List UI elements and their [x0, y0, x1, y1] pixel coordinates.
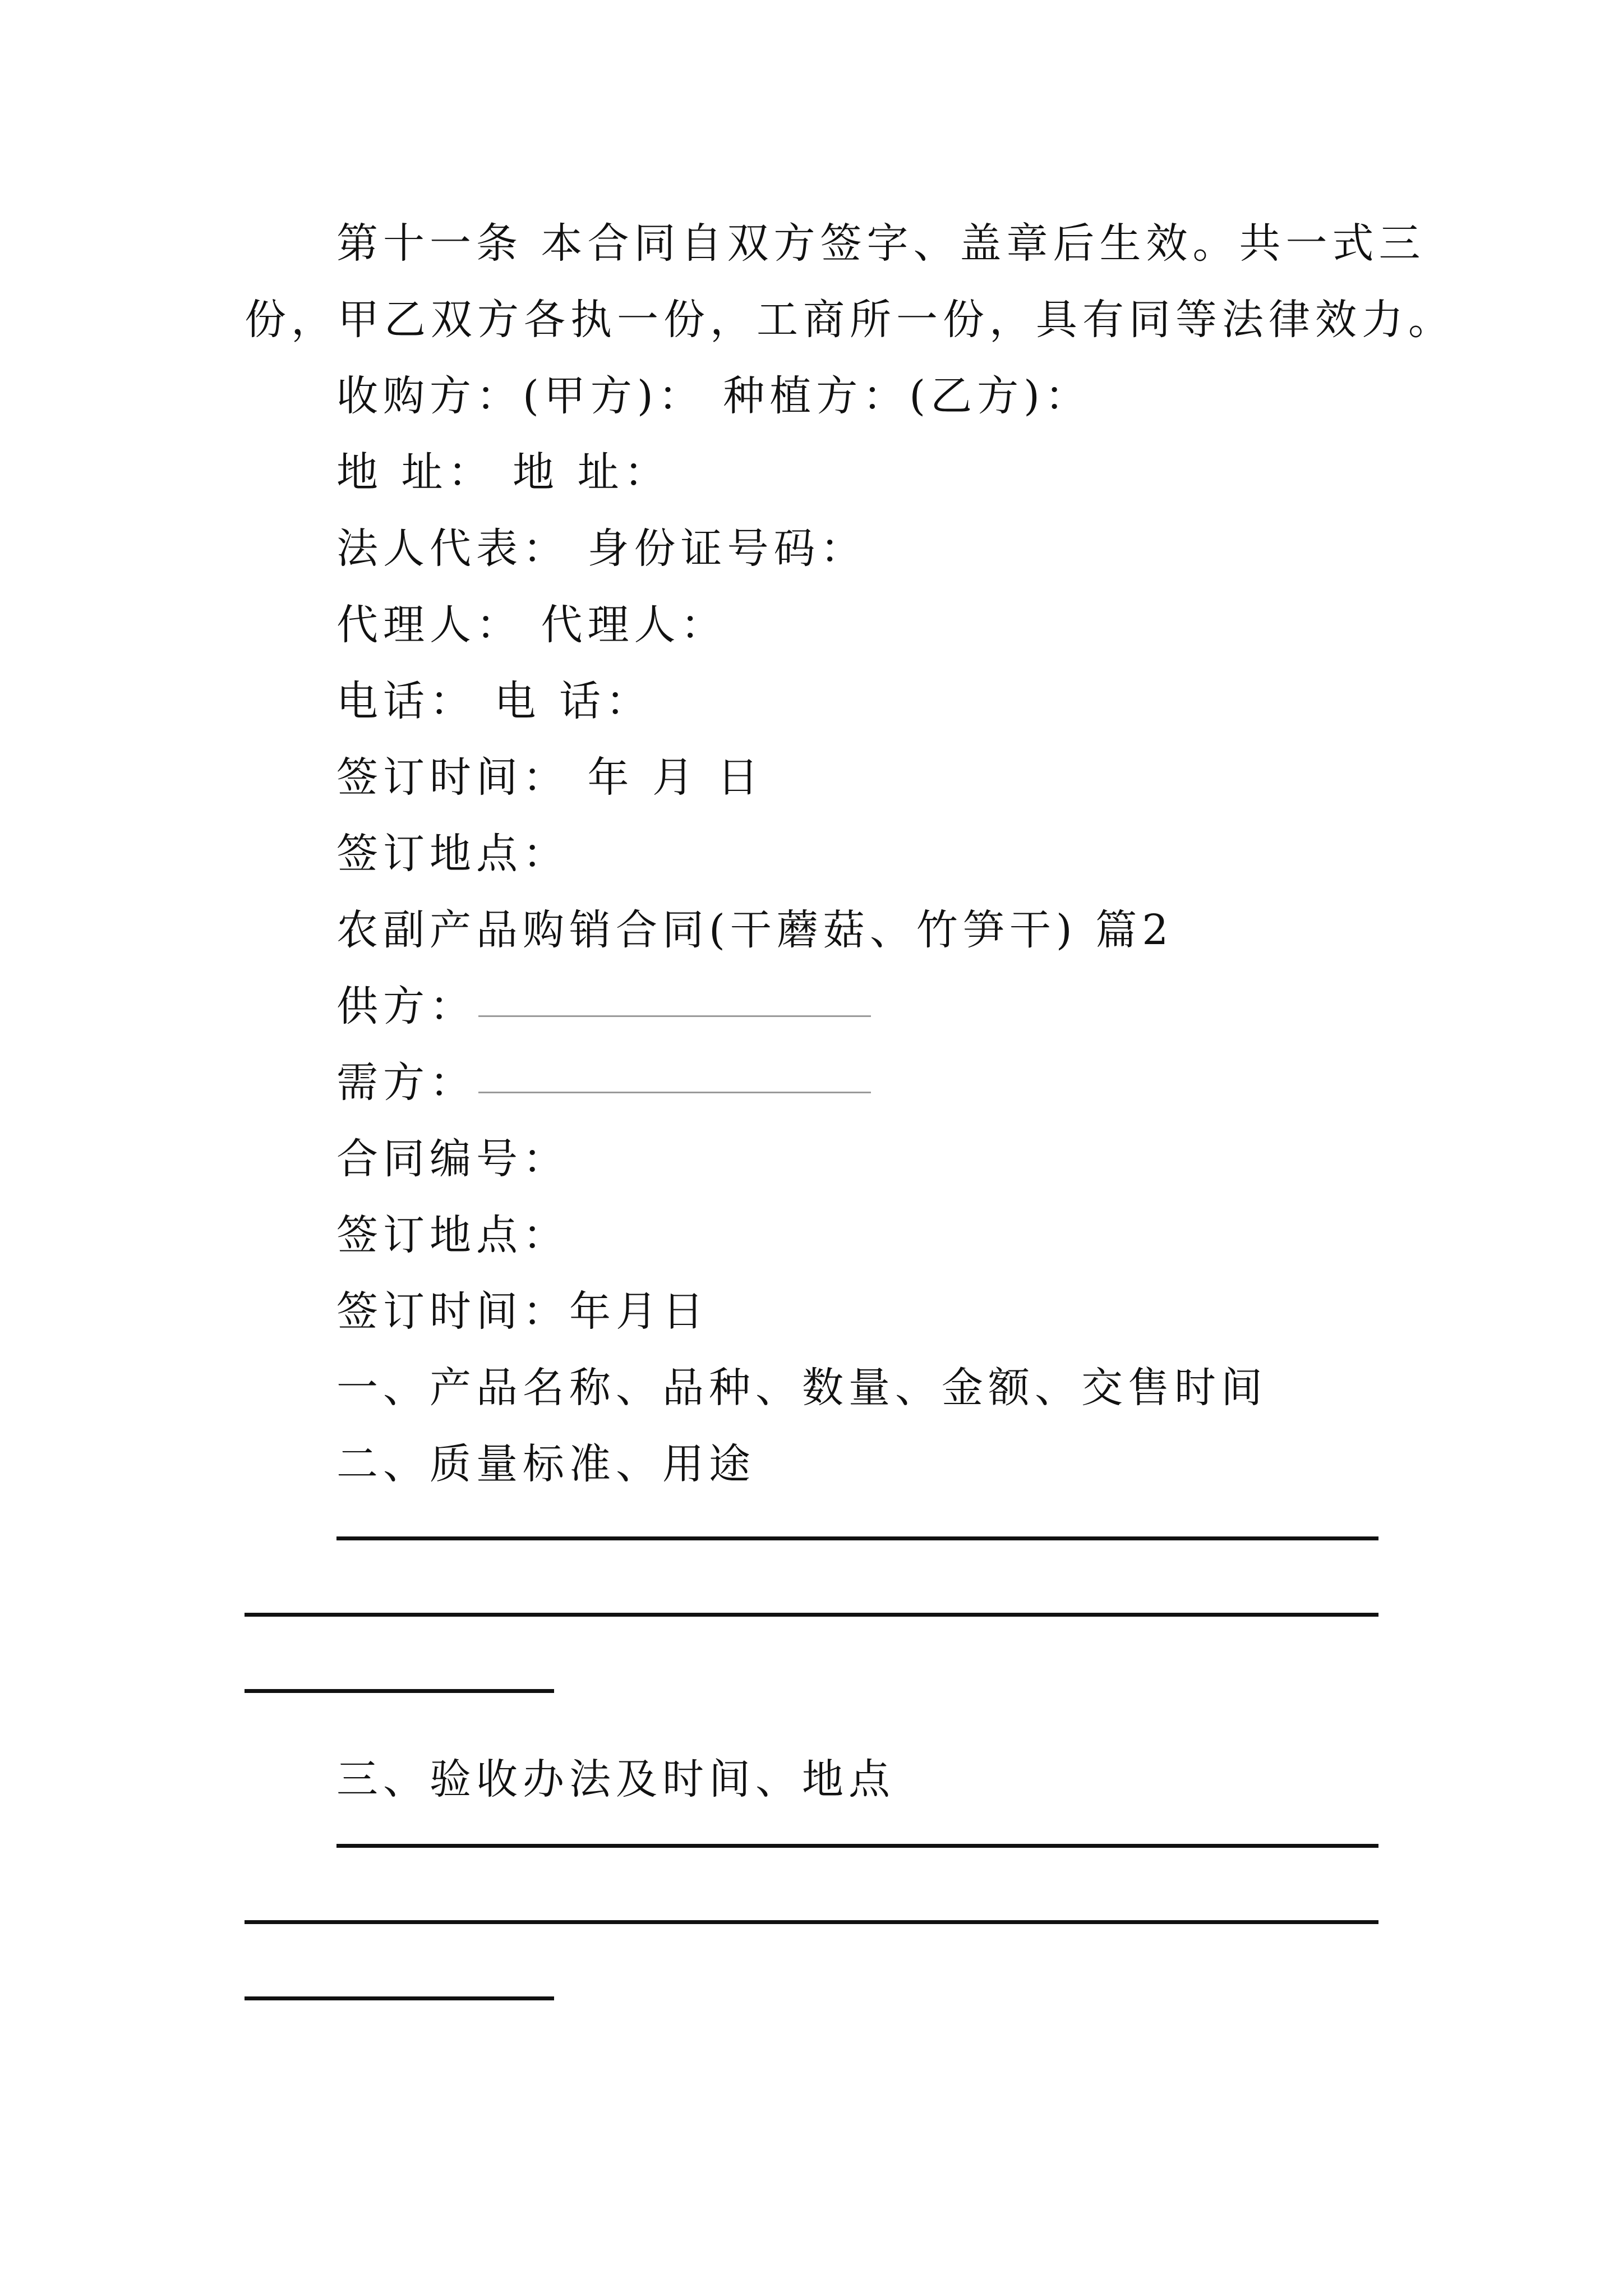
- contract-number-line: 合同编号：: [336, 1135, 569, 1183]
- address-line: 地 址： 地 址：: [336, 448, 671, 496]
- article-11-line-1: 第十一条 本合同自双方签字、盖章后生效。共一式三: [336, 219, 1426, 268]
- signing-time-line-2: 签订时间：年月日: [336, 1287, 709, 1336]
- signing-place-line-2: 签订地点：: [336, 1211, 569, 1259]
- agent-line: 代理人： 代理人：: [336, 601, 727, 649]
- fill-in-rule: [245, 1996, 554, 2000]
- buyer-blank: [478, 1092, 871, 1093]
- supplier-line: [336, 978, 871, 1034]
- section-2-heading: 二、质量标准、用途: [336, 1440, 755, 1488]
- legal-representative-line: 法人代表： 身份证号码：: [336, 524, 867, 573]
- fill-in-rule: [336, 1536, 1378, 1540]
- buyer-line: [336, 1055, 871, 1111]
- signing-place-line: 签订地点：: [336, 830, 569, 878]
- phone-line: 电话： 电 话：: [336, 677, 653, 725]
- fill-in-rule: [336, 1844, 1378, 1848]
- part-2-title: 农副产品购销合同(干蘑菇、竹笋干) 篇2: [336, 906, 1174, 954]
- signing-time-line: 签订时间： 年 月 日: [336, 753, 764, 802]
- fill-in-rule: [245, 1689, 554, 1693]
- party-line: 收购方：(甲方)： 种植方：(乙方)：: [336, 372, 1092, 420]
- supplier-blank: [478, 1015, 871, 1017]
- buyer-label: 需方：: [336, 1059, 476, 1107]
- section-1-heading: 一、产品名称、品种、数量、金额、交售时间: [336, 1364, 1267, 1412]
- supplier-label: 供方：: [336, 982, 476, 1030]
- fill-in-rule: [245, 1920, 1378, 1924]
- article-11-line-2: 份，甲乙双方各执一份，工商所一份，具有同等法律效力。: [245, 296, 1455, 344]
- section-3-heading: 三、验收办法及时间、地点: [336, 1755, 895, 1803]
- fill-in-rule: [245, 1613, 1378, 1617]
